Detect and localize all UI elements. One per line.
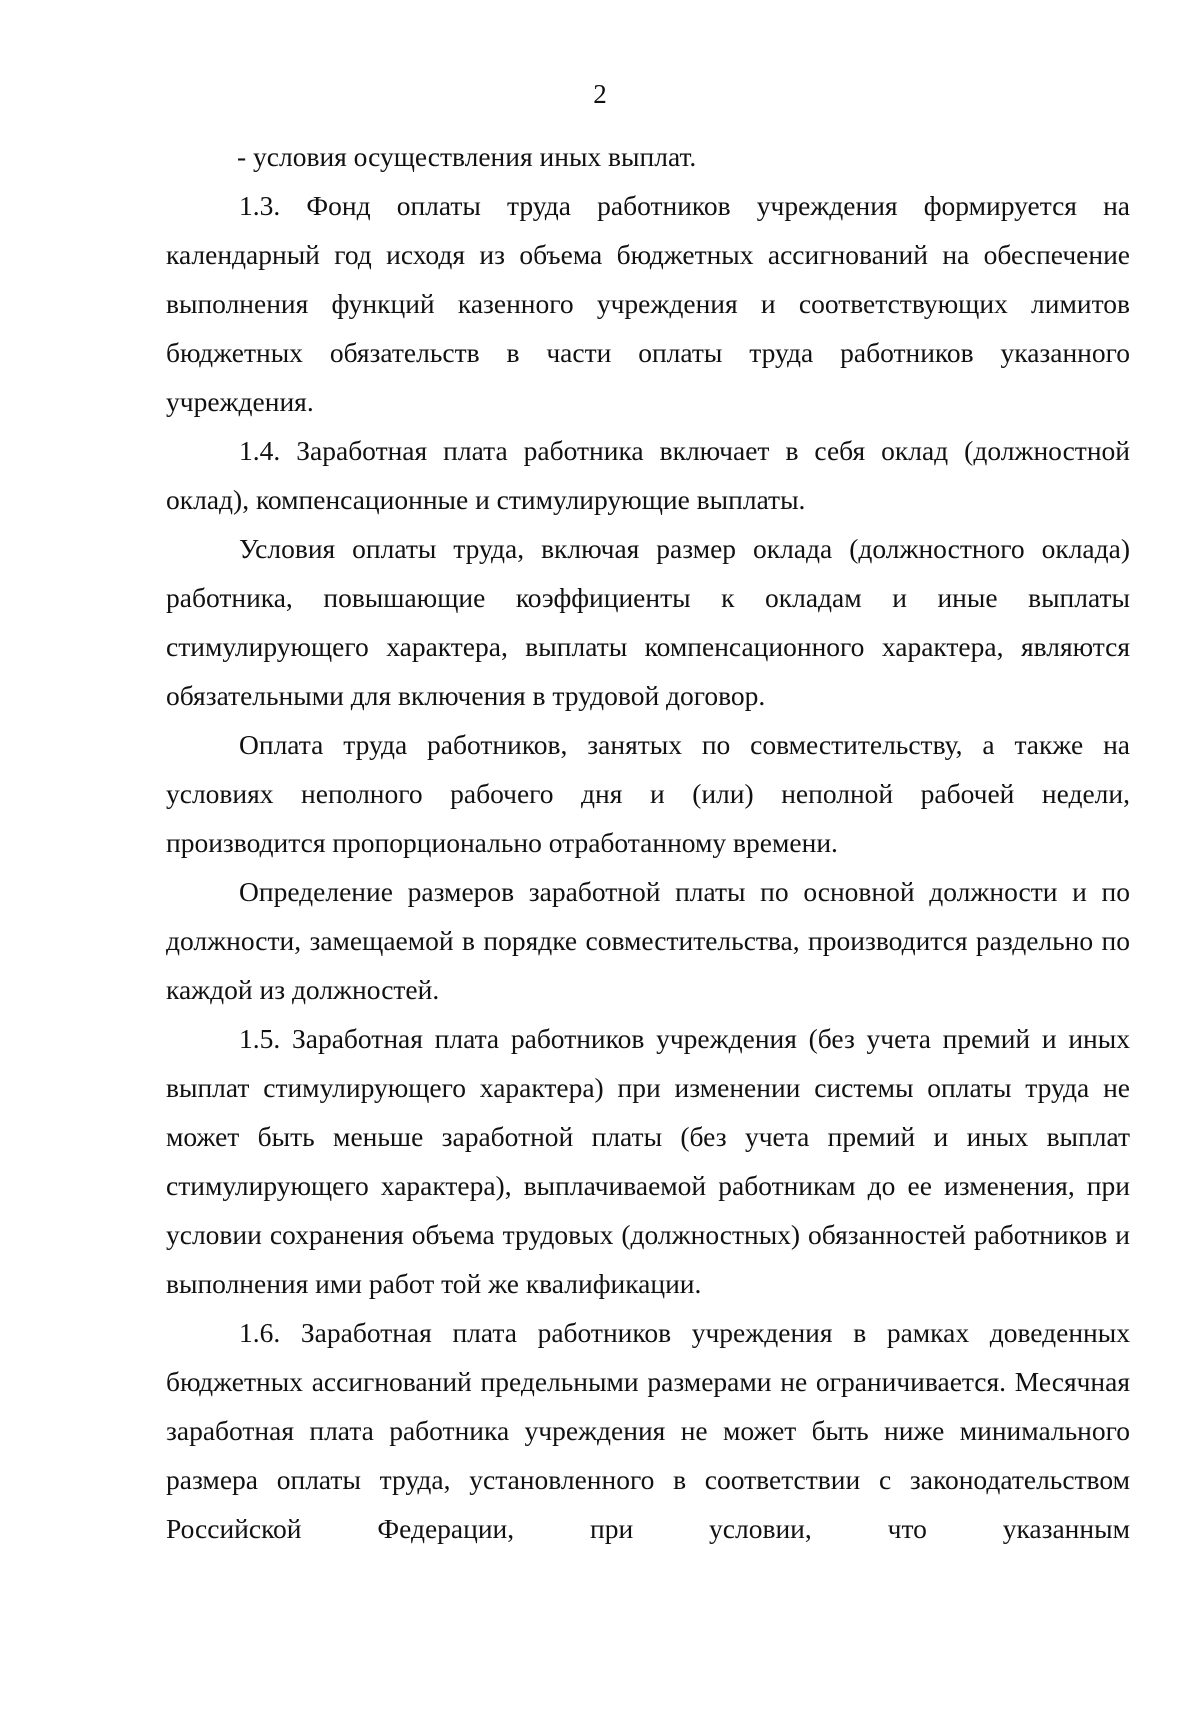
paragraph-1-3: 1.3. Фонд оплаты труда работников учреждения формируется на календарный год исходя из объема бюджетных ассигнований на обеспечение выполнения функций казенного учреждения и соответствующих лимитов бюджетных обязательств в части оплаты труда работников указанного учреждения.	[166, 190, 1130, 417]
paragraph-1-4: 1.4. Заработная плата работника включает в себя оклад (должностной оклад), компенсационные и стимулирующие выплаты.	[166, 435, 1130, 515]
paragraph-part-time-pay: Оплата труда работников, занятых по совместительству, а также на условиях неполного рабочего дня и (или) неполной рабочей недели, производится пропорционально отработанному времени.	[166, 729, 1130, 858]
paragraph-separate-salary: Определение размеров заработной платы по основной должности и по должности, замещаемой в порядке совместительства, производится раздельно по каждой из должностей.	[166, 876, 1130, 1005]
paragraph-pay-conditions: Условия оплаты труда, включая размер оклада (должностного оклада) работника, повышающие коэффициенты к окладам и иные выплаты стимулирующего характера, выплаты компенсационного характера, являются обязательными для включения в трудовой договор.	[166, 533, 1130, 711]
paragraph-other-payments: - условия осуществления иных выплат.	[237, 141, 697, 172]
paragraph-1-5: 1.5. Заработная плата работников учреждения (без учета премий и иных выплат стимулирующего характера) при изменении системы оплаты труда не может быть меньше заработной платы (без учета премий и иных выплат стимулирующего характера), выплачиваемой работникам до ее изменения, при условии сохранения объема трудовых (должностных) обязанностей работников и выполнения ими работ той же квалификации.	[166, 1023, 1130, 1299]
document-body	[166, 132, 1130, 1553]
paragraph-1-6: 1.6. Заработная плата работников учреждения в рамках доведенных бюджетных ассигнований предельными размерами не ограничивается. Месячная заработная плата работника учреждения не может быть ниже минимального размера оплаты труда, установленного в соответствии с законодательством Российской Федерации, при условии, что указанным	[166, 1317, 1130, 1544]
page-number: 2	[593, 79, 607, 109]
